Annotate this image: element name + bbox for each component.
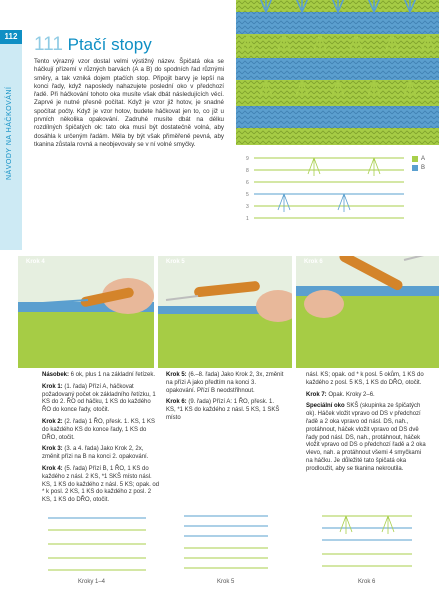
step-2-paragraph: Krok 2: (2. řada) 1 ŘO, přesk. 1. KS, 1 KS do každého KS do konce řady, 1 KS do DŘO, otočit. bbox=[42, 418, 156, 441]
step-photo-4 bbox=[18, 256, 154, 368]
legend-swatch bbox=[412, 165, 418, 171]
stitch-chart bbox=[244, 150, 414, 225]
step-6-continued: násl. KS; opak. od * k posl. 5 okům, 1 KS do každého z posl. 5 KS, 1 KS do DŘO, otočit. bbox=[306, 372, 424, 386]
instructions-col-2 bbox=[166, 372, 284, 427]
svg-text:8: 8 bbox=[246, 168, 249, 174]
intro-text: Tento výrazný vzor dostal velmi výstižný název. Špičatá oka se háčkují přízemí v různých barvách (A a B) do spodních řad různými směry, a tak vzniká dojem ptačích stop. Připojit barvy je lepší na konci řady, když naposledy nahazujete poslední oko v předchozí řadě. Při háčkování tohoto oka musíte však dbát následujících věcí. Zaprvé je nutné přesně počítat. Když je vzor již hotov, je snadné spočítat počty. Když je vzor hotov, budete háčkovat jen to, co již u prvních několika opakování. Zadruhé musíte dbát na délku rozdílných špičatých ok: tato oka musí být dostatečně volná, aby dosáhla k určeným řadám. Měla by být však přiměřeně pevná, aby tkanina zůstala rovná a neobjevovaly se v ní volné smyčky. bbox=[34, 58, 224, 148]
step-photo-6 bbox=[296, 256, 439, 368]
step-5-paragraph: Krok 5: (6.–8. řada) Jako Krok 2, 3x, změnit na přízi A jako předtím na konci 3. opakování. Přízí B neodstřihnout. bbox=[166, 372, 284, 394]
step-label: Krok 5 bbox=[166, 259, 185, 265]
step-photo-5 bbox=[158, 256, 292, 368]
legend-label: A bbox=[421, 156, 426, 162]
step-7-paragraph: Krok 7: Opak. Kroky 2–6. bbox=[306, 391, 375, 398]
instructions-col-1 bbox=[42, 372, 160, 509]
chart-legend bbox=[412, 156, 425, 174]
multiple-paragraph: Násobek: 6 ok, plus 1 na základní řetízek. bbox=[42, 372, 156, 378]
swatch-photo bbox=[236, 0, 439, 145]
chart-step-6 bbox=[318, 510, 416, 578]
pattern-number: 111 bbox=[34, 34, 63, 55]
step-label: Krok 4 bbox=[26, 259, 45, 265]
svg-text:5: 5 bbox=[246, 192, 249, 198]
step-label: Krok 6 bbox=[304, 259, 323, 265]
step-6-paragraph: Krok 6: (9. řada) Přízí A: 1 ŘO, přesk. 1. KS, *1 KS do každého z násl. 5 KS, 1 SKŠ místo bbox=[166, 399, 280, 421]
step-1-paragraph: Krok 1: (1. řada) Přízí A, háčkovat požadovaný počet ok základního řetízku, 1 KS do 2. ŘO od háčku, 1 KS do každého ŘO do konce řady, otočit. bbox=[42, 383, 156, 414]
svg-text:3: 3 bbox=[246, 204, 249, 210]
step-4-paragraph: Krok 4: (5. řada) Přízí B, 1 ŘO, 1 KS do každého z násl. 2 KS, *1 SKŠ místo násl. KS, 1 KS do každého z násl. 5 KS; opak. od * k posl. 2 KS, 1 KS do každého z posl. 2 KS, 1 KS do DŘO, otočit. bbox=[42, 465, 160, 504]
step-3-paragraph: Krok 3: (3. a 4. řada) Jako Krok 2, 2x, změnit přízi na B na konci 2. opakování. bbox=[42, 446, 149, 461]
pattern-title: Ptačí stopy bbox=[67, 35, 152, 54]
svg-text:6: 6 bbox=[246, 180, 249, 186]
side-tab bbox=[0, 30, 22, 250]
legend-item-a bbox=[412, 156, 425, 162]
chart-steps-1-4 bbox=[42, 510, 152, 578]
chart-caption: Krok 6 bbox=[358, 579, 376, 585]
chart-caption: Kroky 1–4 bbox=[78, 579, 106, 585]
legend-swatch bbox=[412, 156, 418, 162]
svg-text:1: 1 bbox=[246, 216, 249, 222]
svg-text:9: 9 bbox=[246, 156, 249, 162]
page-title bbox=[34, 34, 152, 56]
legend-label: B bbox=[421, 165, 426, 171]
instructions-col-3 bbox=[306, 372, 426, 478]
special-stitch-paragraph: Speciální oko SKŠ (skupinka ze špičatých ok). Háček vložit vpravo od DS v předchozí řadě a 2 oka vpravo od násl. DS, nah., protáhnout, háček vložit vpravo od DS dvě řady pod násl. DS, nah., protáhnout, háček vložit vpravo od DS o předchozí řadě a 2 oka vlevo, nah. a protáhnout všemi 4 smyčkami na háčku. Je důležité tato špičatá oka prodloužit, aby se tkanina nekroutila. bbox=[306, 403, 426, 472]
legend-item-b bbox=[412, 165, 425, 171]
page-number: 112 bbox=[0, 30, 22, 44]
section-label: NÁVODY NA HÁČKOVÁNÍ bbox=[6, 86, 13, 180]
chart-caption: Krok 5 bbox=[217, 579, 235, 585]
chart-step-5 bbox=[180, 510, 272, 578]
